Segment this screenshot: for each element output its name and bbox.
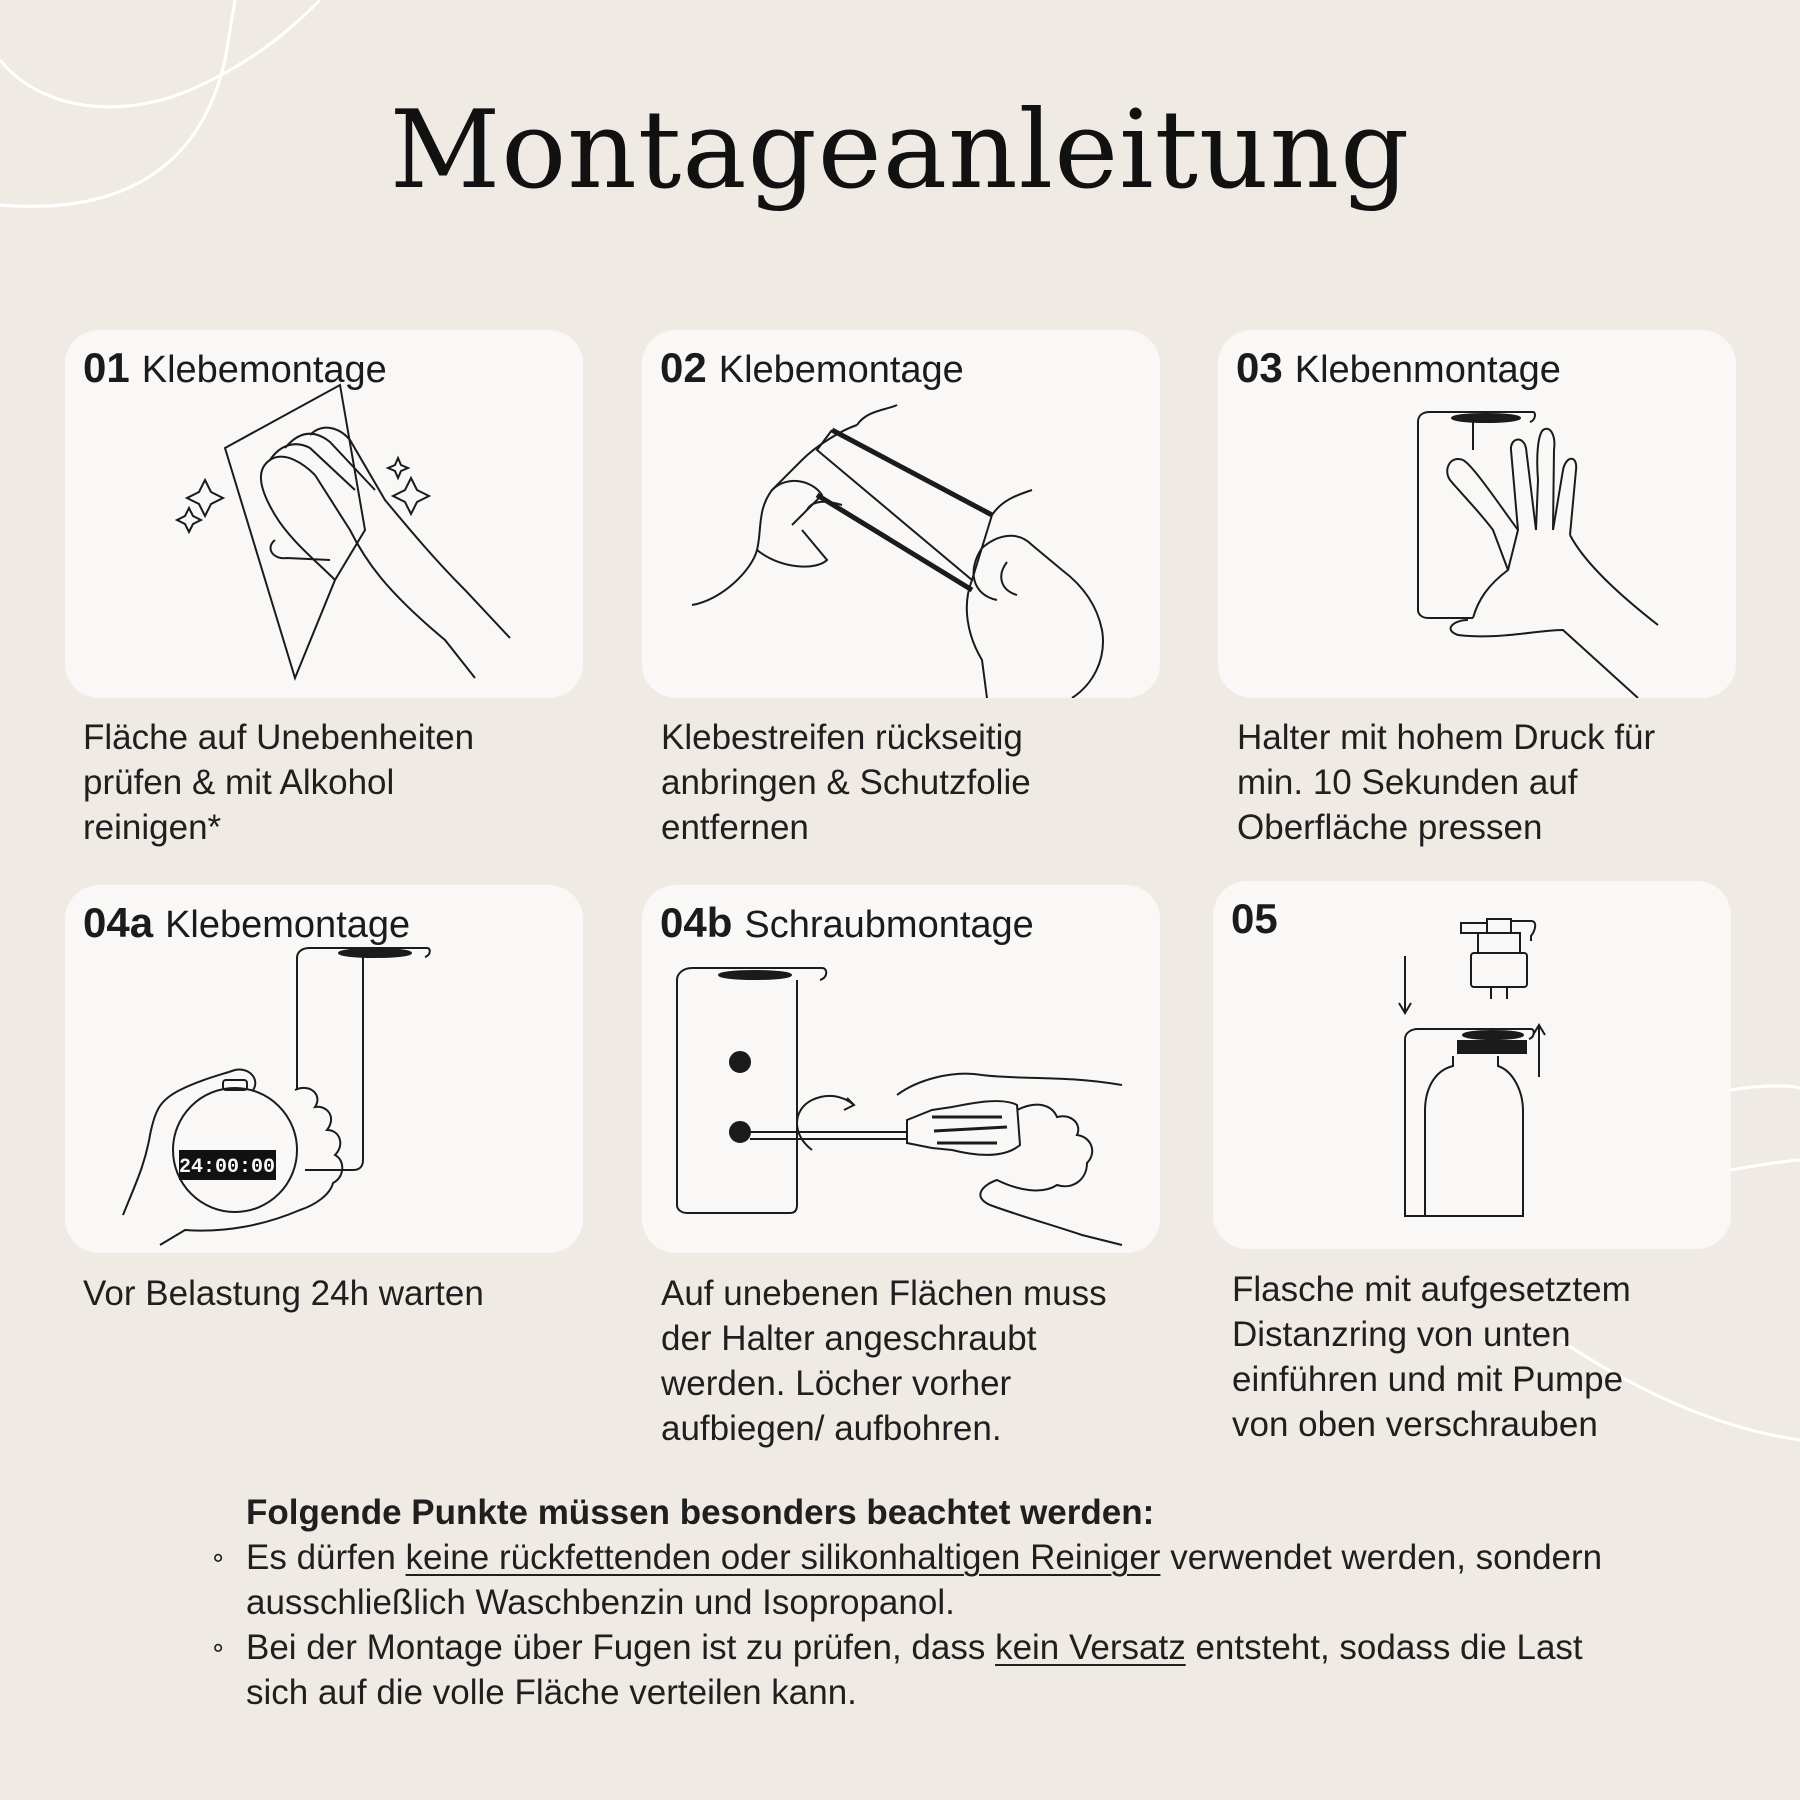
step-description: Auf unebenen Flächen muss der Halter angeschraubt werden. Löcher vorher aufbiegen/ aufbohren. — [661, 1274, 1107, 1448]
step-label: Klebemontage — [165, 904, 411, 946]
timer-display: 24:00:00 — [178, 1156, 276, 1179]
note-item — [210, 1535, 1646, 1625]
step-card-02 — [642, 330, 1160, 698]
step-label: Klebenmontage — [1294, 349, 1561, 391]
step-label: Klebemontage — [141, 349, 387, 391]
step-number: 03 — [1236, 344, 1283, 391]
step-description: Flasche mit aufgesetztem Distanzring von unten einführen und mit Pumpe von oben verschrauben — [1232, 1270, 1631, 1444]
important-notes — [210, 1490, 1646, 1715]
step-number: 04b — [660, 899, 733, 946]
step-description: Halter mit hohem Druck für min. 10 Sekunden auf Oberfläche pressen — [1237, 718, 1656, 847]
notes-list — [210, 1535, 1646, 1715]
note-text: entsteht, sodass die Last sich auf die volle Fläche verteilen kann. — [246, 1628, 1583, 1712]
step-number: 02 — [660, 344, 707, 391]
step-number: 01 — [83, 344, 130, 391]
notes-title: Folgende Punkte müssen besonders beachtet werden: — [246, 1493, 1155, 1532]
note-emphasis: kein Versatz — [995, 1628, 1186, 1667]
page-title: Montageanleitung — [389, 88, 1411, 213]
wiping-hand-icon — [65, 330, 583, 698]
step-description: Vor Belastung 24h warten — [83, 1274, 484, 1313]
stopwatch-icon — [65, 885, 583, 1253]
step-label: Klebemontage — [718, 349, 964, 391]
screwdriver-icon — [642, 885, 1160, 1253]
bullet-icon: ∘ — [210, 1632, 227, 1662]
bullet-icon: ∘ — [210, 1542, 227, 1572]
step-card-04a — [65, 885, 583, 1253]
step-number: 05 — [1231, 895, 1278, 942]
step-card-03 — [1218, 330, 1736, 698]
step-card-04b — [642, 885, 1160, 1253]
pressing-hand-icon — [1218, 330, 1736, 698]
note-emphasis: keine rückfettenden oder silikonhaltigen Reiniger — [405, 1538, 1161, 1577]
step-card-01 — [65, 330, 583, 698]
step-number: 04a — [83, 899, 154, 946]
note-text: Bei der Montage über Fugen ist zu prüfen, dass — [246, 1628, 996, 1667]
step-label: Schraubmontage — [744, 904, 1034, 946]
note-text: Es dürfen — [246, 1538, 406, 1577]
adhesive-strip-icon — [642, 330, 1160, 698]
pump-bottle-icon — [1213, 881, 1731, 1249]
note-text: verwendet werden, sondern ausschließlich Waschbenzin und Isopropanol. — [246, 1538, 1603, 1622]
note-item — [210, 1625, 1646, 1715]
step-description: Fläche auf Unebenheiten prüfen & mit Alkohol reinigen* — [83, 718, 475, 847]
step-card-05 — [1213, 881, 1731, 1249]
step-description: Klebestreifen rückseitig anbringen & Schutzfolie entfernen — [661, 718, 1031, 847]
